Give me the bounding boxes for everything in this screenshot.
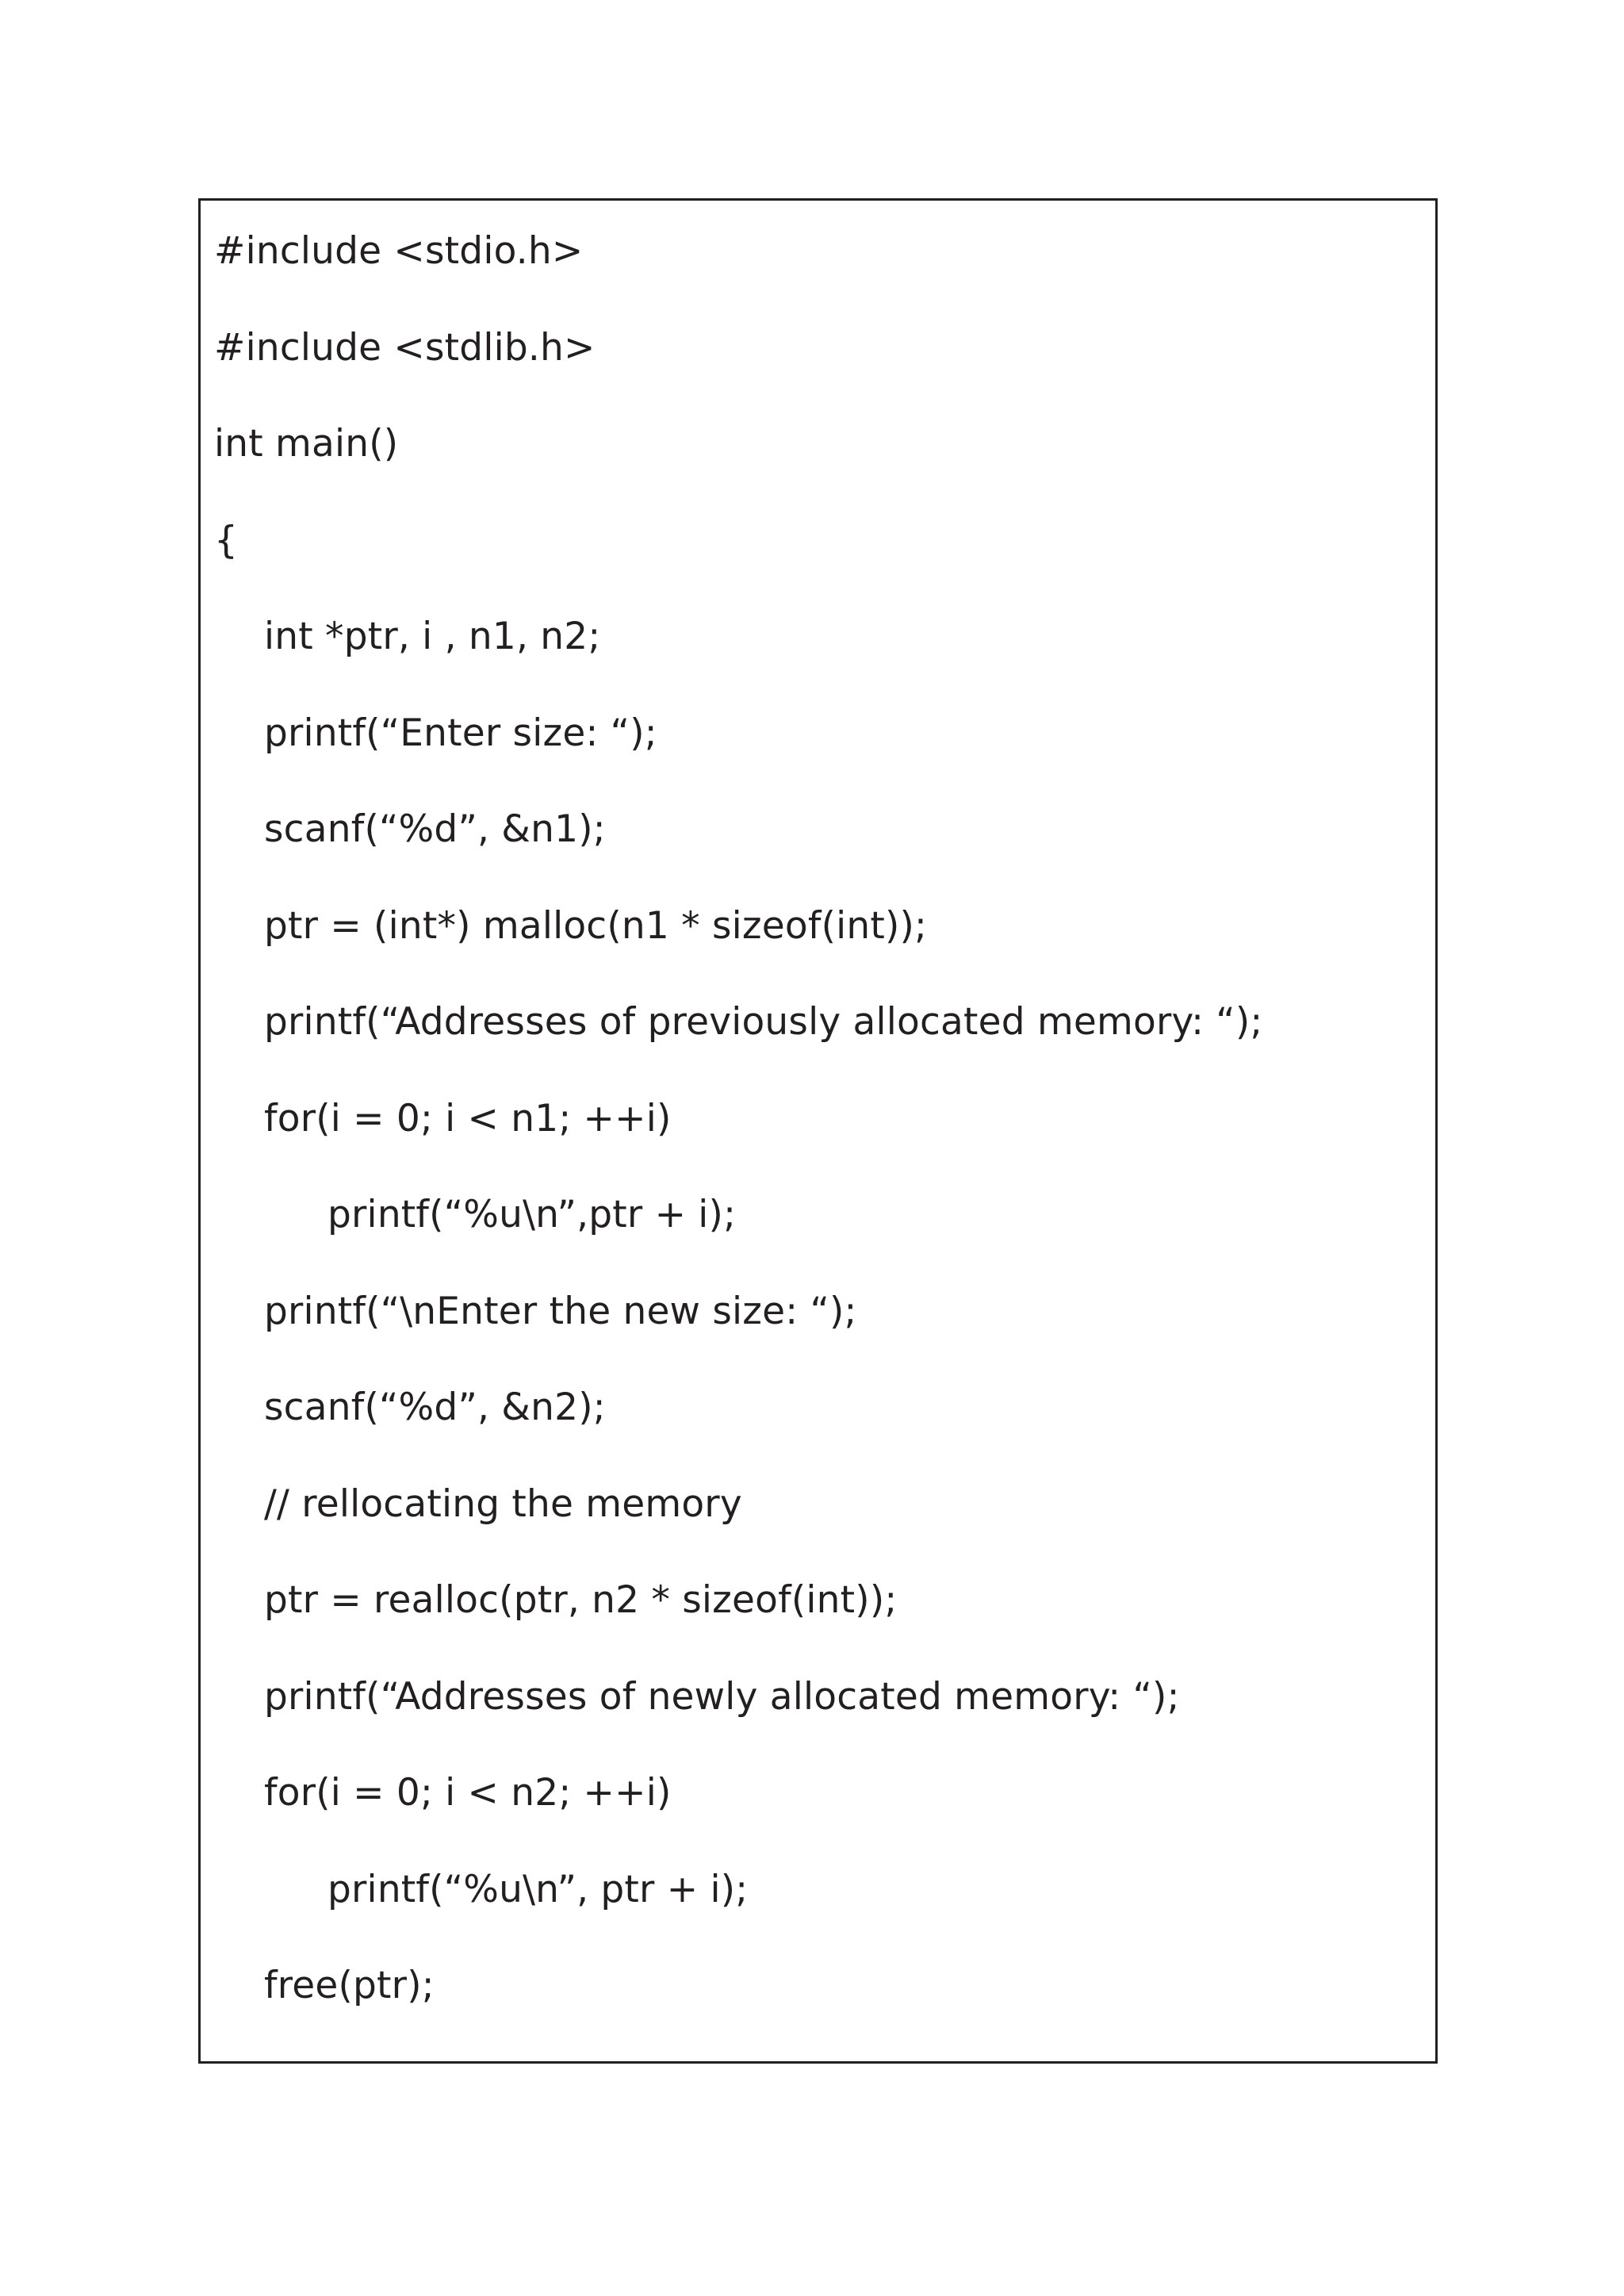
code-line: { [214,518,239,562]
code-line: for(i = 0; i < n1; ++i) [264,1096,672,1140]
code-line: ptr = (int*) malloc(n1 * sizeof(int)); [264,903,928,948]
code-line: printf(“Enter size: “); [264,711,657,755]
code-line: printf(“%u\n”,ptr + i); [327,1193,737,1236]
code-line: #include <stdio.h> [214,229,584,273]
code-line: free(ptr); [264,1964,435,2007]
code-line: printf(“Addresses of previously allocated memory: “); [264,1000,1263,1044]
code-line: ptr = realloc(ptr, n2 * sizeof(int)); [264,1578,898,1622]
code-line: #include <stdlib.h> [214,325,596,370]
code-line: scanf(“%d”, &n1); [264,807,606,851]
code-line: int *ptr, i , n1, n2; [264,615,601,658]
code-line: printf(“\nEnter the new size: “); [264,1289,857,1333]
code-line: for(i = 0; i < n2; ++i) [264,1771,672,1815]
code-line: int main() [214,422,399,466]
code-line: printf(“%u\n”, ptr + i); [327,1867,749,1911]
code-listing-box [198,198,1438,2064]
code-line: scanf(“%d”, &n2); [264,1386,606,1429]
code-line: printf(“Addresses of newly allocated memory: “); [264,1674,1180,1719]
code-line: // rellocating the memory [264,1481,742,1526]
